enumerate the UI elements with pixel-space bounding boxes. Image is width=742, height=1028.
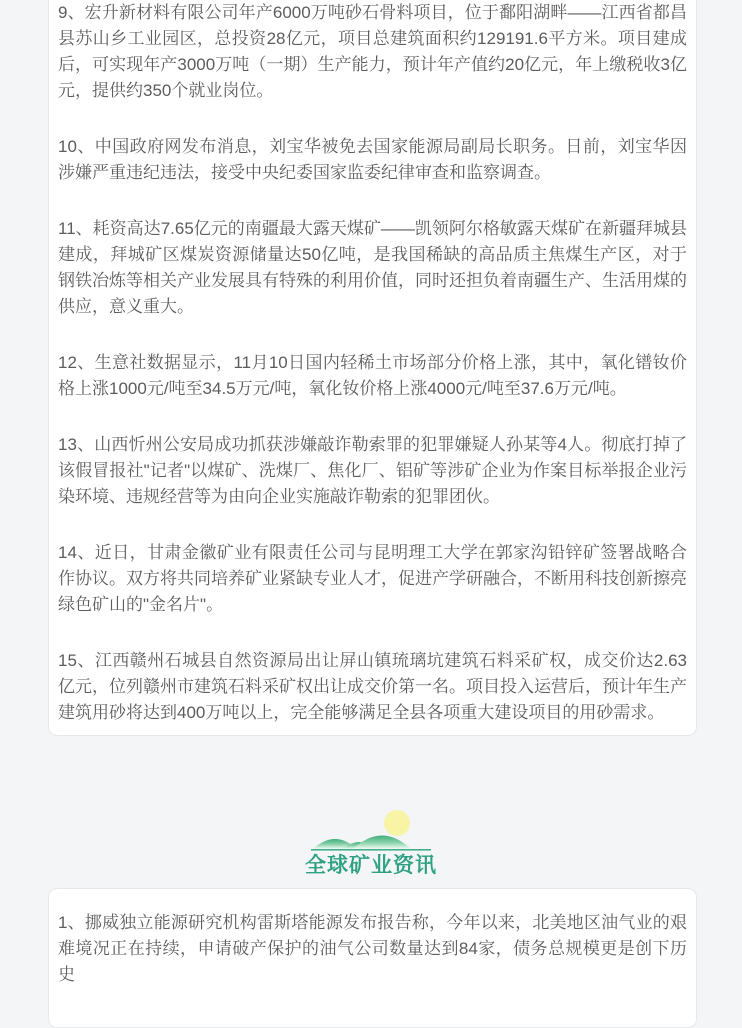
sun-icon (384, 810, 410, 836)
news-paragraph-10: 10、中国政府网发布消息，刘宝华被免去国家能源局副局长职务。日前，刘宝华因涉嫌严重违纪违法，接受中央纪委国家监委纪律审查和监察调查。 (58, 137, 687, 182)
sun-mountains-icon (305, 806, 437, 852)
logo-title: 全球矿业资讯 (305, 854, 437, 877)
global-news-card (48, 888, 697, 1028)
news-paragraph-1: 1、挪威独立能源研究机构雷斯塔能源发布报告称，今年以来，北美地区油气业的艰难境况正在持续，申请破产保护的油气公司数量达到84家，债务总规模更是创下历史 (58, 913, 687, 984)
news-paragraph-12: 12、生意社数据显示，11月10日国内轻稀土市场部分价格上涨，其中，氧化镨钕价格上涨1000元/吨至34.5万元/吨，氧化钕价格上涨4000元/吨至37.6万元/吨。 (58, 353, 687, 398)
right-mountain (353, 836, 411, 850)
news-paragraph-15: 15、江西赣州石城县自然资源局出让屏山镇琉璃坑建筑石料采矿权，成交价达2.63亿元，位列赣州市建筑石料采矿权出让成交价第一名。项目投入运营后，预计年生产建筑用砂将达到400万吨以上，完全能够满足全县各项重大建设项目的用砂需求。 (58, 651, 687, 722)
news-paragraph-9: 9、宏升新材料有限公司年产6000万吨砂石骨料项目，位于鄱阳湖畔——江西省都昌县苏山乡工业园区，总投资28亿元，项目总建筑面积约129191.6平方米。项目建成后，可实现年产3000万吨（一期）生产能力，预计年产值约20亿元，年上缴税收3亿元，提供约350个就业岗位。 (58, 3, 687, 100)
section-logo (0, 806, 742, 879)
news-paragraph-14: 14、近日，甘肃金徽矿业有限责任公司与昆明理工大学在郭家沟铅锌矿签署战略合作协议。双方将共同培养矿业紧缺专业人才，促进产学研融合，不断用科技创新擦亮绿色矿山的"金名片"。 (58, 543, 687, 614)
news-paragraph-11: 11、耗资高达7.65亿元的南疆最大露天煤矿——凯领阿尔格敏露天煤矿在新疆拜城县建成，拜城矿区煤炭资源储量达50亿吨，是我国稀缺的高品质主焦煤生产区，对于钢铁冶炼等相关产业发展具有特殊的利用价值，同时还担负着南疆生产、生活用煤的供应，意义重大。 (58, 219, 687, 316)
domestic-news-card (48, 0, 697, 736)
news-paragraph-13: 13、山西忻州公安局成功抓获涉嫌敲诈勒索罪的犯罪嫌疑人孙某等4人。彻底打掉了该假冒报社"记者"以煤矿、洗煤厂、焦化厂、铝矿等涉矿企业为作案目标举报企业污染环境、违规经营等为由向企业实施敲诈勒索的犯罪团伙。 (58, 435, 687, 506)
logo-underline (311, 849, 431, 851)
